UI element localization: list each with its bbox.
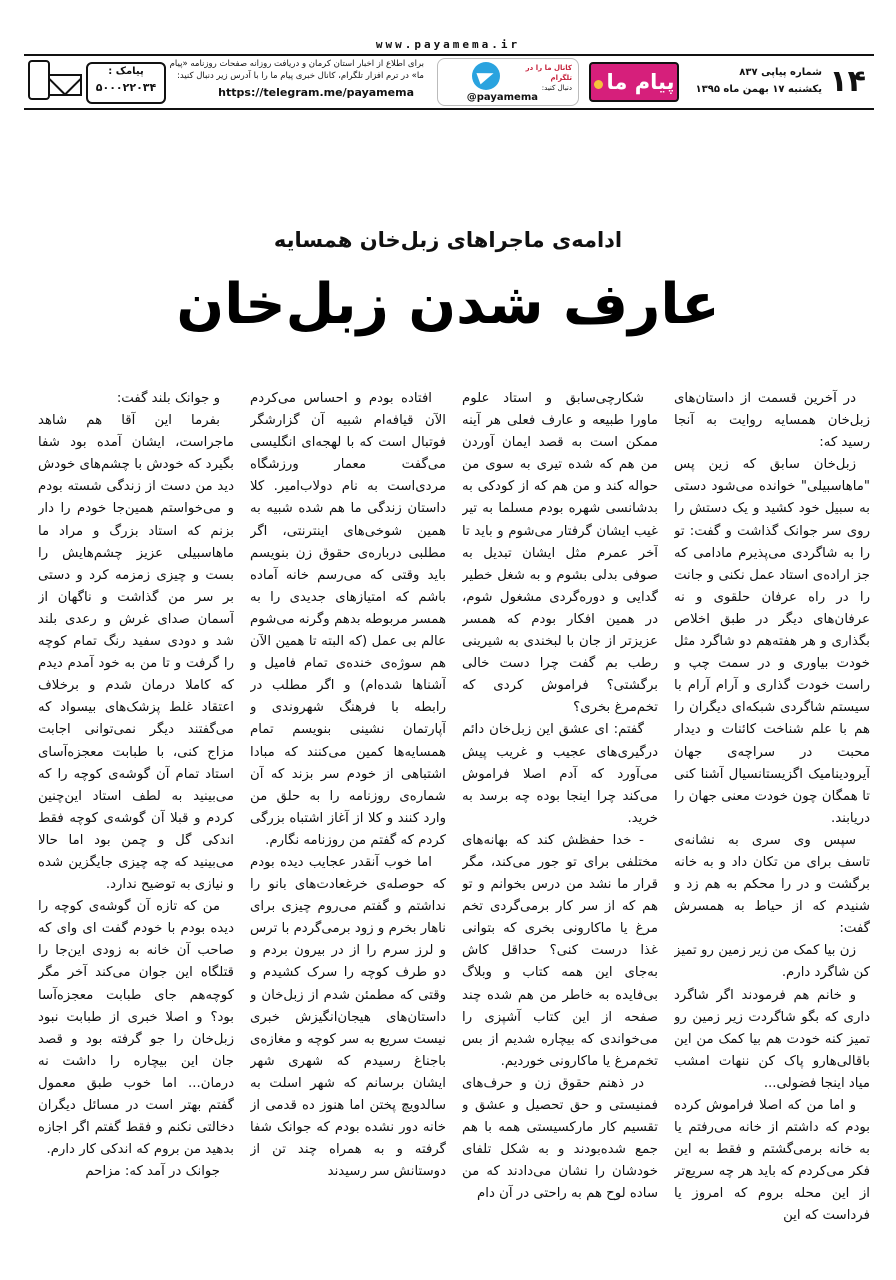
paragraph: گفتم: ای عشق این زبل‌خان دائم درگیری‌های عجیب و غریب پیش می‌آورد که آدم اصلا فراموش می‌کند چرا اینجا بوده چه برسد به خرید. bbox=[462, 722, 658, 826]
paragraph: - خدا حفظش کند که بهانه‌های مختلفی برای تو جور می‌کند، مگر قرار ما نشد من درس بخوانم و تو هم که از سر کار برمی‌گردی تخم مرغ یا ماکارونی بخری که بتوانی غذا درست کنی؟ حداقل کاش به‌جای این همه کتاب و وبلاگ بی‌فایده به خاطر من هم شده چند صفحه از این کتاب آشپزی را می‌خواندی که بیچاره شدیم از بس تخم‌مرغ یا ماکارونی خوردیم. bbox=[462, 832, 658, 1069]
paragraph: زبل‌خان سابق که زین پس "ماهاسبیلی" خوانده می‌شود دستی به سبیل خود کشید و یک دستش را روی سر جوانک گذاشت و گفت: تو را به شاگردی می‌پذیرم مادامی که جز اراده‌ی استاد عمل نکنی و جانت را در راه عرفان حلقوی و نه عرفان‌های دیگر در طبق اخلاص بگذاری و هر هفته‌هم دو شاگرد مثل خودت بیاوری و در سمت چپ و راست خودت گذاری و آرام آرام با سیستم شاگردی شبکه‌ای دیگران را هم با علم شناخت کائنات و دیدار محبت در سراچه‌ی جهان آیرودینامیک اگزیستانسیال آشنا کنی تا همگان چون خودت معنی جهان را دریابند. bbox=[674, 457, 870, 826]
paragraph: شکارچی‌سابق و استاد علوم ماورا طبیعه و عارف فعلی هر آینه ممکن است به قصد ایمان آوردن من هم که شده تیری به سوی من حواله کند و من هم که از کودکی به بدشانسی شهره بودم مسلما به تیر غیب ایشان گرفتار می‌شوم و باید تا آخر عمرم مثل ایشان تبدیل به صوفی بدلی بشوم و به شغل خطیر گدایی و دوره‌گردی مشغول شوم، در همین افکار بودم که همسر عزیزتر از جان با لبخندی به شیرینی رطب بم گفت چرا دست خالی برگشتی؟ فراموش کردی که تخم‌مرغ بخری؟ bbox=[462, 391, 658, 716]
paragraph: زن بیا کمک من زیر زمین رو تمیز کن شاگرد دارم. bbox=[674, 943, 870, 981]
paragraph: اما خوب آنقدر عجایب دیده بودم که حوصله‌ی خرغعادت‌های بانو را نداشتم و گفتم می‌روم چیزی برای ناهار بخرم و زود برمی‌گردم با ترس و لرز سرم را از در بیرون بردم و دو طرف کوچه را سرک کشیدم و وقتی که مطمئن شدم از زبل‌خان و داستان‌های هیجان‌انگیزش خبری نیست سریع به سر کوچه و مغازه‌ی باجناغ رسیدم که شهر‌ی شهر ایشان برسانم که شهر اسلت به سالدویچ پختن اما هنوز ده قدمی از خانه دور نشده بودم که جوانک شفا گرفته و به همراه چند تن از دوستانش سر رسیدند bbox=[250, 854, 446, 1180]
telegram-badge-text bbox=[506, 63, 572, 93]
paragraph: و اما من که اصلا فراموش کرده بودم که داشتم از خانه می‌رفتم یا به خانه برمی‌گشتم و فقط به این فکر می‌کردم که باید هر چه سریع‌تر از این محله بروم که امروز یا فرداست که این bbox=[674, 1098, 870, 1224]
telegram-badge-mid: تلگرام bbox=[550, 74, 572, 82]
article-column-2 bbox=[462, 388, 658, 1248]
logo-text: پیام ما bbox=[606, 70, 675, 94]
paragraph: افتاده بودم و احساس می‌کردم الآن قیافه‌ام شبیه آن گزارشگر فوتبال است که با لهجه‌ای انگلیسی می‌گفت معمار ورزشگاه مردی‌است به نام دولاب‌امیر. کلا داستان زندگی ما هم شده شبیه به همین شوخی‌های اینترنتی، اگر مطلبی درباره‌ی حقوق زن بنویسم باید وقتی که می‌رسم خانه آماده باشم که امتیازهای جدیدی را به همسر مربوطه بدهم وگرنه می‌شوم عالم بی عمل (که البته تا همین الآن هم سوژه‌ی خنده‌ی تمام فامیل و آشناها شده‌ام) و اگر مطلب در رابطه با فرهنگ شهروندی و آپارتمان نشینی بنویسم تمام همسایه‌ها کمین می‌کنند که مبادا اشتباهی از خودم سر بزند که آن شماره‌ی روزنامه را به حلق من وارد کنند و کلا از آغاز اشتباه بزرگی کردم که گفتم من روزنامه نگارم. bbox=[250, 391, 446, 848]
telegram-badge-red: کانال ما را در bbox=[525, 64, 572, 72]
paragraph: در ذهنم حقوق زن و حرف‌های فمنیستی و حق تحصیل و عشق و تقسیم کار مارکسیستی همه با هم جمع شده‌بودند و به شکل تلفای خودشان را نشان می‌دادند که من ساده لوح هم به راحتی در آن دام bbox=[462, 1075, 658, 1202]
sms-block bbox=[28, 60, 164, 102]
sms-box bbox=[86, 62, 166, 104]
telegram-description: برای اطلاع از اخبار استان کرمان و دریافت روزانه صفحات روزنامه «پیام ما» در ترم افزار تلگرام، کانال خبری پیام ما را با آدرس زیر دنبال کنید: bbox=[169, 59, 424, 81]
issue-info bbox=[692, 64, 822, 98]
telegram-badge-end: دنبال کنید: bbox=[541, 84, 572, 92]
article-headline: عارف شدن زبل‌خان bbox=[176, 272, 720, 337]
paragraph: جوانک در آمد که: مزاحم bbox=[85, 1164, 220, 1180]
article-body bbox=[38, 388, 870, 1248]
telegram-icon bbox=[472, 62, 500, 90]
issue-date: یکشنبه ۱۷ بهمن ماه ۱۳۹۵ bbox=[695, 84, 822, 95]
logo-dot-icon bbox=[594, 80, 603, 89]
issue-number: شماره پیاپی ۸۳۷ bbox=[739, 67, 822, 78]
paragraph: در آخرین قسمت از داستان‌های زبل‌خان همسایه روایت به آنجا رسید که: bbox=[674, 391, 870, 451]
article-column-3 bbox=[250, 388, 446, 1248]
article-column-1 bbox=[674, 388, 870, 1248]
article-kicker: ادامه‌ی ماجراهای زبل‌خان همسایه bbox=[273, 228, 623, 252]
sms-number: ۵۰۰۰۲۲۰۳۴ bbox=[95, 81, 157, 94]
paragraph: سپس وی سری به نشانه‌ی تاسف برای من تکان داد و به خانه برگشت و در را محکم به هم زد و شنیدم که از حیاط به همسرش گفت: bbox=[674, 832, 870, 937]
sms-label: پیامک : bbox=[108, 66, 144, 77]
paragraph: بفرما این آقا هم شاهد ماجراست، ایشان آمده بود شفا بگیرد که خودش با چشم‌های خودش دید من دست از زندگی شسته بودم و می‌خواستم همین‌جا خودم را دار بزنم که استاد بزرگ و مراد ما ماهاسبیلی عزیز چشم‌هایش را بست و چیزی زمزمه کرد و دستی بر سر من گذاشت و ناگهان از آسمان صدای غرش و رعدی بلند شد و دودی سفید رنگ تمام کوچه را گرفت و تا من به خود آمدم دیدم که کاملا درمان شدم و برخلاف اعتقاد غلط پزشک‌های بیسواد که می‌گفتند دیگر نمی‌توانی اجابت مزاج کنی، با طبابت معجزه‌آسای استاد تمام آن گوشه‌ی کوچه را که می‌بینید به لطف استاد این‌چنین کردم و قبلا آن گوشه‌ی کوچه فقط اندکی گل و چمن بود اما حالا می‌بینید که چه چیزی جایگزین شده و نیازی به توضیح ندارد. bbox=[38, 413, 234, 893]
site-url: www.payamema.ir bbox=[375, 38, 521, 51]
envelope-icon bbox=[48, 74, 82, 96]
telegram-badge bbox=[437, 58, 579, 106]
telegram-handle[interactable]: @payamema bbox=[466, 92, 538, 103]
telegram-link[interactable]: https://telegram.me/payamema bbox=[218, 86, 414, 99]
page-header bbox=[24, 54, 874, 110]
newspaper-logo bbox=[589, 62, 679, 102]
paragraph: و جوانک بلند گفت: bbox=[116, 391, 220, 406]
mobile-phone-icon bbox=[28, 60, 50, 100]
paragraph: و خانم هم فرمودند اگر شاگرد داری که بگو شاگردت زیر زمین رو تمیز کنه خودت هم بیا کمک من این باقالی‌هارو پاک کن ننهات امشب میاد اینجا فضولی... bbox=[674, 987, 870, 1091]
article-column-4 bbox=[38, 388, 234, 1248]
paragraph: من که تازه آن گوشه‌ی کوچه را دیده بودم با خودم گفت ای وای که صاحب آن خانه به زودی این‌جا را قتلگاه این جوان می‌کند آخر مگر کوچه‌هم جای طبابت معجزه‌آسا بود؟ و اصلا خبری از طبابت نبود زبل‌خان را جو گرفته بود و قصد جان این بیچاره را داشت نه درمان... اما خوب طبق معمول گفتم بهتر است در مسائل دیگران دخالتی نکنم و فقط گفتم اگر اجازه بدهید من بروم که اندکی کار دارم. bbox=[38, 899, 234, 1158]
page-number: ۱۴ bbox=[829, 64, 866, 99]
